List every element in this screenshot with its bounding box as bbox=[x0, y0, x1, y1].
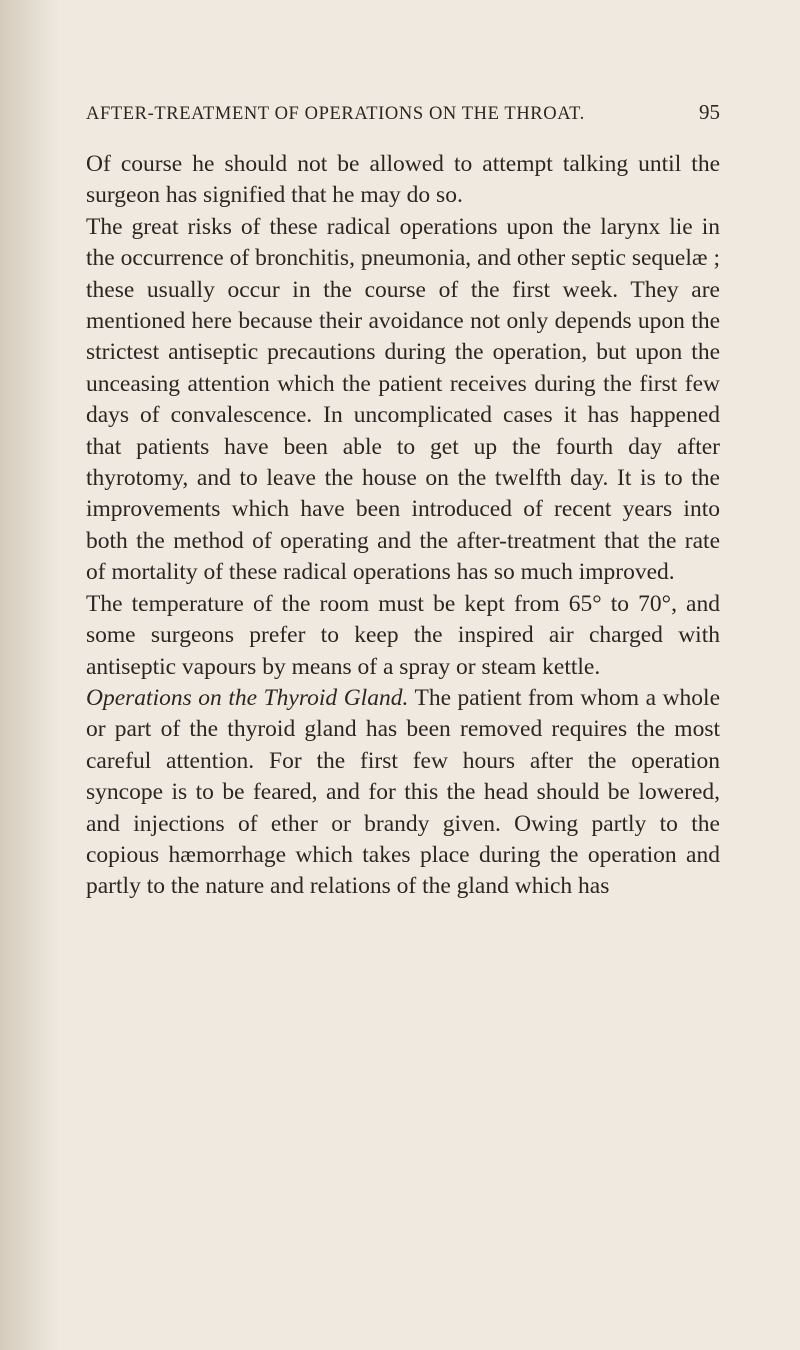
book-page bbox=[86, 100, 720, 903]
running-head bbox=[86, 100, 720, 125]
paragraph-1: Of course he should not be allowed to attempt talking until the surgeon has signified that he may do so. bbox=[86, 151, 720, 209]
page-number: 95 bbox=[699, 100, 720, 124]
paragraph-2: The great risks of these radical operations upon the larynx lie in the occurrence of bronchitis, pneumonia, and other septic sequelæ ; these usually occur in the course of the first week. They are mentioned here because their avoidance not only depends upon the strictest antiseptic precautions during the operation, but upon the unceasing attention which the patient receives during the first few days of convalescence. In uncomplicated cases it has happened that patients have been able to get up the fourth day after thyrotomy, and to leave the house on the twelfth day. It is to the improvements which have been introduced of recent years into both the method of operating and the after-treatment that the rate of mortality of these radical operations has so much improved. bbox=[86, 213, 720, 586]
body-text bbox=[86, 149, 720, 903]
paragraph-4-text: The patient from whom a whole or part of the thyroid gland has been removed requires the most careful attention. For the first few hours after the operation syncope is to be feared, and for this the head should be lowered, and injections of ether or brandy given. Owing partly to the copious hæmorrhage which takes place during the operation and partly to the nature and relations of the gland which has bbox=[86, 684, 720, 900]
page-edge-shadow bbox=[0, 0, 60, 1350]
paragraph-4 bbox=[86, 683, 720, 903]
paragraph-3: The temperature of the room must be kept from 65° to 70°, and some surgeons prefer to keep the inspired air charged with antiseptic vapours by means of a spray or steam kettle. bbox=[86, 590, 720, 680]
section-heading-thyroid: Operations on the Thyroid Gland. bbox=[86, 684, 409, 711]
running-head-title: AFTER-TREATMENT OF OPERATIONS ON THE THROAT. bbox=[86, 104, 585, 124]
